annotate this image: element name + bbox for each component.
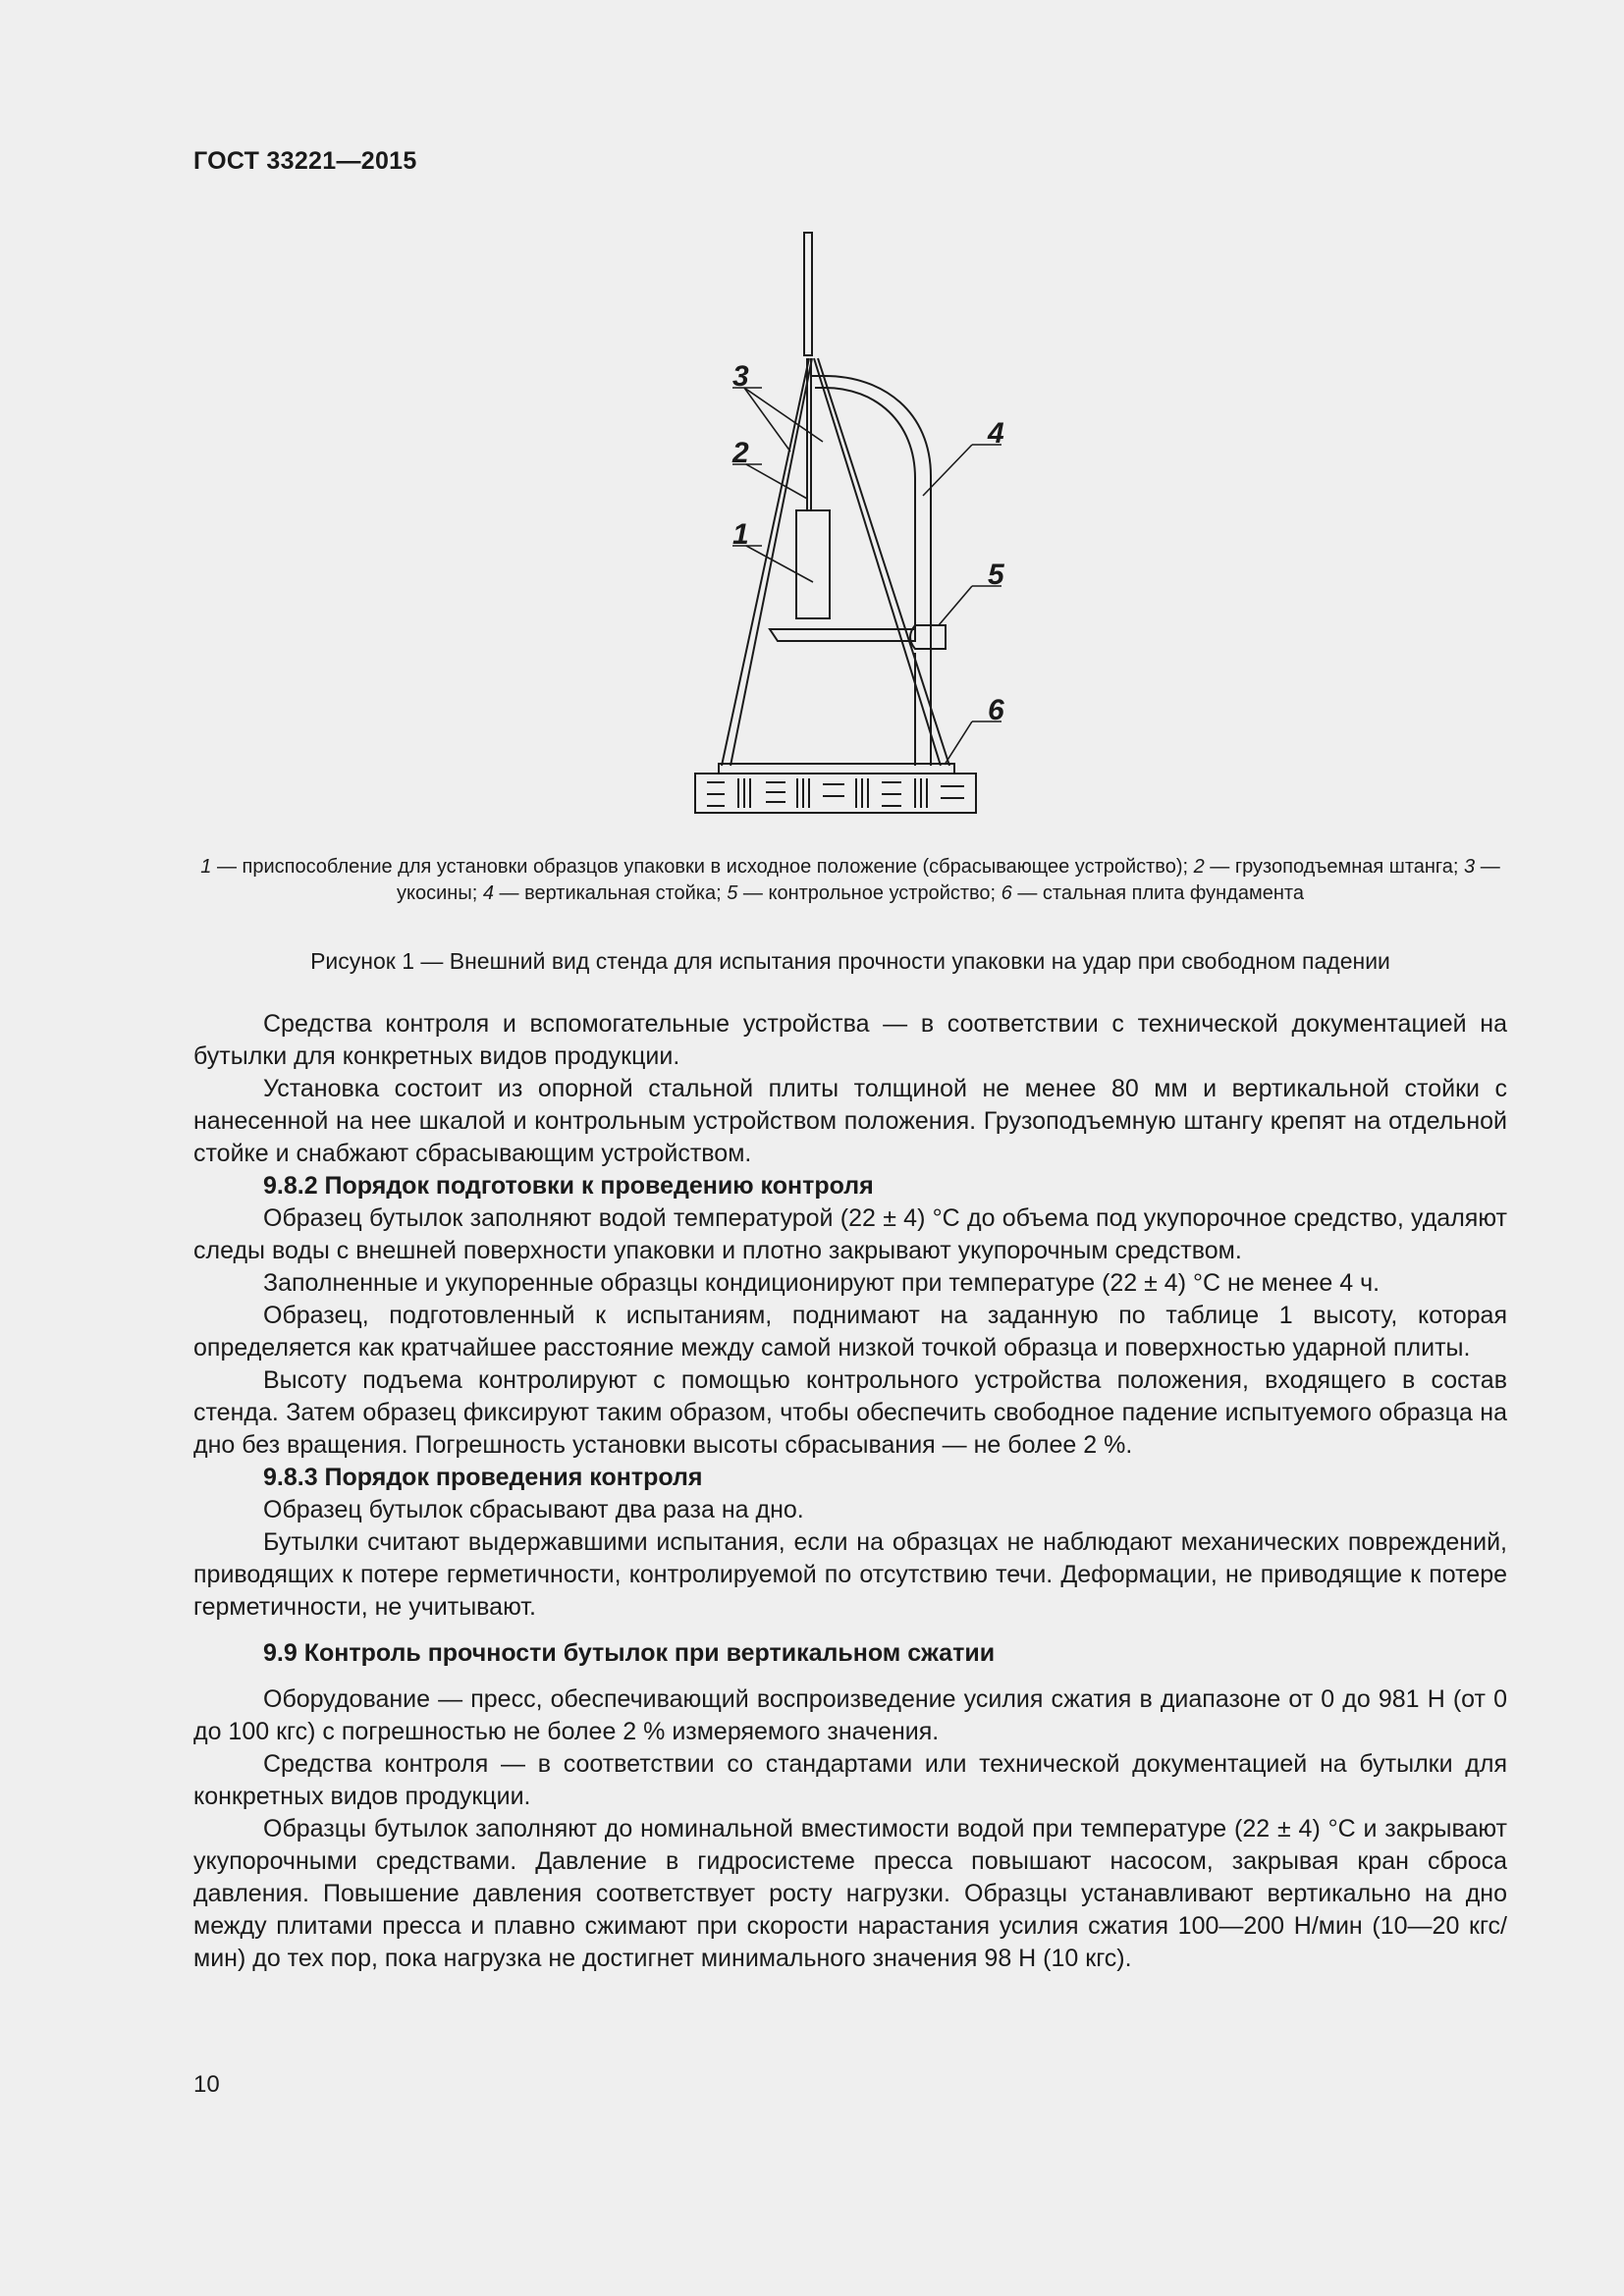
paragraph: Средства контроля — в соответствии со стандартами или технической документацией на бутылки для конкретных видов продукции. [193, 1750, 1507, 1810]
paragraph: Образец, подготовленный к испытаниям, поднимают на заданную по таблице 1 высоту, которая определяется как кратчайшее расстояние между самой низкой точкой образца и поверхностью ударной плиты. [193, 1302, 1507, 1362]
paragraph: Средства контроля и вспомогательные устройства — в соответствии с технической документацией на бутылки для конкретных видов продукции. [193, 1010, 1507, 1070]
paragraph: Образец бутылок заполняют водой температурой (22 ± 4) °С до объема под укупорочное средство, удаляют следы воды с внешней поверхности упаковки и плотно закрывают укупорочным средством. [193, 1204, 1507, 1264]
paragraph: Заполненные и укупоренные образцы кондиционируют при температуре (22 ± 4) °С не менее 4 ч. [263, 1269, 1380, 1297]
foundation-plate [695, 774, 976, 813]
paragraph: Установка состоит из опорной стальной плиты толщиной не менее 80 мм и вертикальной стойки с нанесенной на нее шкалой и контрольным устройством положения. Грузоподъемную штангу крепят на отдельной стойке и снабжают сбрасывающим устройством. [193, 1075, 1507, 1167]
label-2: 2 [732, 437, 749, 469]
subsection-heading: 9.8.2 Порядок подготовки к проведению контроля [263, 1172, 874, 1200]
paragraph: Высоту подъема контролируют с помощью контрольного устройства положения, входящего в состав стенда. Затем образец фиксируют таким образом, чтобы обеспечить свободное падение испытуемого образца на дно без вращения. Погрешность установки высоты сбрасывания — не более 2 %. [193, 1366, 1507, 1459]
stand-drawing [668, 221, 1004, 829]
figure-drop-test-stand [668, 221, 1004, 829]
figure-caption: Рисунок 1 — Внешний вид стенда для испытания прочности упаковки на удар при свободном падении [310, 948, 1390, 974]
lifting-rod [804, 233, 812, 355]
label-6: 6 [988, 694, 1004, 726]
paragraph: Образец бутылок сбрасывают два раза на дно. [263, 1496, 804, 1523]
page-number: 10 [193, 2071, 220, 2098]
label-4: 4 [988, 417, 1004, 450]
section-heading: 9.9 Контроль прочности бутылок при вертикальном сжатии [263, 1639, 996, 1667]
paragraph: Оборудование — пресс, обеспечивающий воспроизведение усилия сжатия в диапазоне от 0 до 981 Н (от 0 до 100 кгс) с погрешностью не более 2 % измеряемого значения. [193, 1685, 1507, 1745]
figure-legend: 1 — приспособление для установки образцов упаковки в исходное положение (сбрасывающее устройство); 2 — грузоподъемная штанга; 3 — укосины; 4 — вертикальная стойка; 5 — контрольное устройство; 6 — стальная плита фундамента [200, 856, 1500, 904]
release-device [796, 510, 830, 618]
document-body [193, 1008, 1507, 1975]
subsection-heading: 9.8.3 Порядок проведения контроля [263, 1464, 703, 1491]
document-header: ГОСТ 33221—2015 [193, 147, 417, 175]
label-5: 5 [988, 559, 1004, 591]
label-3: 3 [732, 360, 749, 393]
paragraph: Бутылки считают выдержавшими испытания, если на образцах не наблюдают механических повреждений, приводящих к потере герметичности, контролируемой по отсутствию течи. Деформации, не приводящие к потере герметичности, не учитывают. [193, 1528, 1507, 1621]
paragraph: Образцы бутылок заполняют до номинальной вместимости водой при температуре (22 ± 4) °С и закрывают укупорочными средствами. Давление в гидросистеме пресса повышают насосом, закрывая кран сброса давления. Повышение давления соответствует росту нагрузки. Образцы устанавливают вертикально на дно между плитами пресса и плавно сжимают при скорости нарастания усилия сжатия 100—200 Н/мин (10—20 кгс/мин) до тех пор, пока нагрузка не достигнет минимального значения 98 Н (10 кгс). [193, 1815, 1507, 1972]
label-1: 1 [732, 518, 749, 551]
